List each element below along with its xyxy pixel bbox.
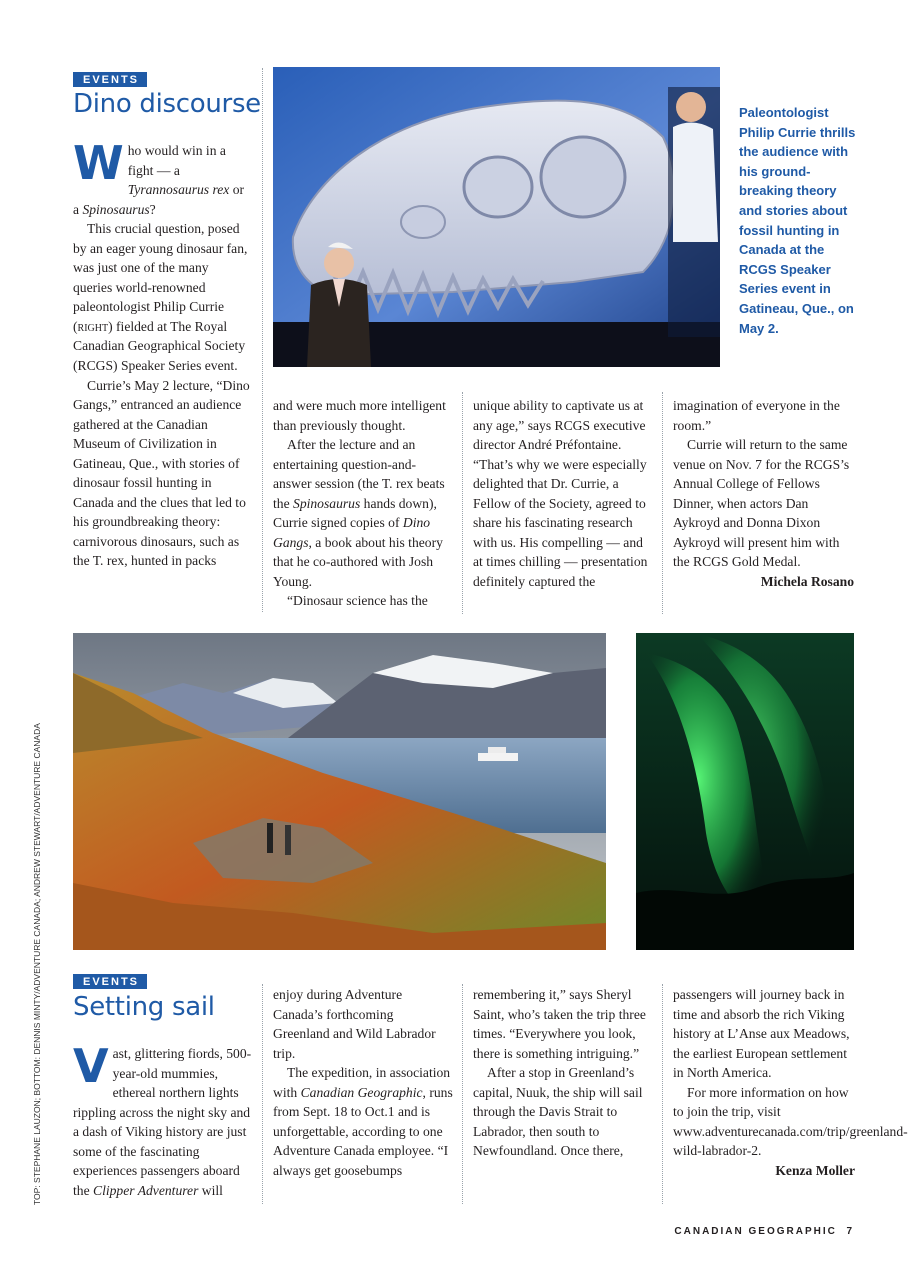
column-rule bbox=[262, 984, 263, 1204]
paleontologist-photo bbox=[273, 67, 720, 367]
events-tag: EVENTS bbox=[73, 972, 147, 990]
drop-cap: W bbox=[73, 136, 124, 190]
paragraph: Currie will return to the same venue on Nov. 7 for the RCGS’s Annual College of Fellows Dinner, when actors Dan Aykroyd and Donna Dixon Aykroyd will present him with the RCGS Gold Medal. bbox=[673, 437, 850, 570]
paragraph: remembering it,” says Sheryl Saint, who’s taken the trip three times. “Everywhere you look, there is something intriguing.” bbox=[473, 987, 646, 1061]
paragraph: enjoy during Adventure Canada’s forthcoming Greenland and Wild Labrador trip. bbox=[273, 987, 436, 1061]
page-number: 7 bbox=[846, 1226, 854, 1237]
article1-column-4 bbox=[673, 396, 854, 591]
byline: Michela Rosano bbox=[760, 573, 854, 589]
drop-cap: V bbox=[73, 1039, 109, 1093]
paragraph: Currie’s May 2 lecture, “Dino Gangs,” entranced an audience gathered at the Canadian Museum of Civilization in Gatineau, Que., with stories of dinosaur fossil hunting in Canada and the clues that led to his groundbreaking theory: carnivorous dinosaurs, such as the T. rex, hunted in packs bbox=[73, 377, 250, 569]
magazine-name: CANADIAN GEOGRAPHIC bbox=[674, 1226, 837, 1237]
article2-column-2 bbox=[273, 985, 453, 1180]
column-rule bbox=[462, 392, 463, 614]
headline-setting-sail: Setting sail bbox=[73, 992, 215, 1022]
column-rule bbox=[262, 68, 263, 612]
photo-credit: TOP: STEPHANE LAUZON; BOTTOM: DENNIS MINTY/ADVENTURE CANADA; ANDREW STEWART/ADVENTURE CANADA bbox=[32, 723, 42, 1205]
paragraph: and were much more intelligent than previously thought. bbox=[273, 398, 446, 433]
page-footer bbox=[674, 1226, 854, 1237]
column-rule bbox=[662, 984, 663, 1204]
paragraph: For more information on how to join the trip, visit www.adventurecanada.com/trip/greenland-wild-labrador-2. bbox=[673, 1084, 908, 1159]
article2-column-4 bbox=[673, 985, 908, 1180]
events-tag: EVENTS bbox=[73, 70, 147, 88]
article1-column-2 bbox=[273, 396, 453, 611]
article1-column-1 bbox=[73, 136, 251, 571]
article2-column-3 bbox=[473, 985, 653, 1161]
paragraph: The expedition, in association with Canadian Geographic, runs from Sept. 18 to Oct.1 and is unforgettable, according to one Adventure Canada employee. “I always get goosebumps bbox=[273, 1065, 453, 1178]
greenland-fiord-photo bbox=[73, 633, 606, 950]
photo-caption: Paleontologist Philip Currie thrills the audience with his ground-breaking theory and stories about fossil hunting in Canada at the RCGS Speaker Series event in Gatineau, Que., on May 2. bbox=[739, 105, 856, 336]
column-rule bbox=[462, 984, 463, 1204]
column-rule bbox=[662, 392, 663, 614]
paragraph: After the lecture and an entertaining question-and-answer session (the T. rex beats the Spinosaurus hands down), Currie signed copies of Dino Gangs, a book about his theory that he co-authored with Josh Young. bbox=[273, 437, 445, 589]
headline-dino-discourse: Dino discourse bbox=[73, 89, 261, 119]
paragraph: Who would win in a fight — a Tyrannosaurus rex or a Spinosaurus? bbox=[73, 136, 245, 217]
paragraph: This crucial question, posed by an eager young dinosaur fan, was just one of the many queries world-renowned paleontologist Philip Currie (right) fielded at The Royal Canadian Geographical Society (RCGS) Speaker Series event. bbox=[73, 221, 248, 374]
paragraph: After a stop in Greenland’s capital, Nuuk, the ship will sail through the Davis Strait to Labrador, then south to Newfoundland. Once there, bbox=[473, 1065, 643, 1159]
northern-lights-photo bbox=[636, 633, 854, 950]
paragraph: passengers will journey back in time and absorb the rich Viking history at L’Anse aux Meadows, the earliest European settlement in North America. bbox=[673, 987, 850, 1081]
paragraph: “Dinosaur science has the bbox=[287, 593, 428, 609]
paragraph: Vast, glittering fiords, 500-year-old mummies, ethereal northern lights rippling across the night sky and a dash of Viking history are just some of the fascinating experiences passengers aboard the Clipper Adventurer will bbox=[73, 1039, 252, 1198]
paragraph: unique ability to captivate us at any age,” says RCGS executive director André Préfontaine. “That’s why we were especially delighted that Dr. Currie, a Fellow of the Society, agreed to share his fascinating research with us. His compelling — and at times chilling — presentation definitely captured the bbox=[473, 398, 648, 589]
paragraph: imagination of everyone in the room.” bbox=[673, 398, 840, 433]
article2-column-1 bbox=[73, 1039, 253, 1200]
byline: Kenza Moller bbox=[775, 1162, 855, 1178]
article1-column-3 bbox=[473, 396, 653, 591]
